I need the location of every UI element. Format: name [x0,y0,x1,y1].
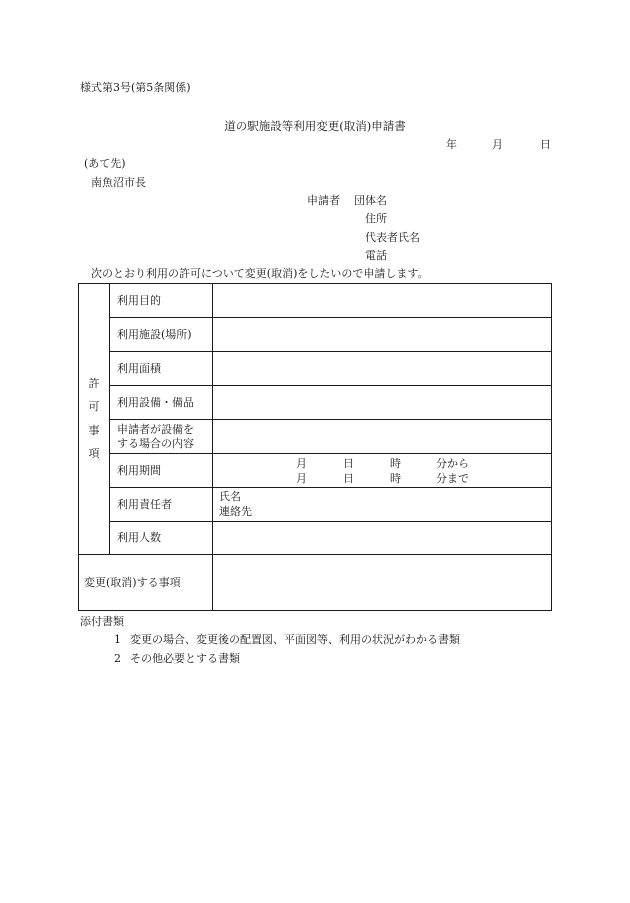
row-divider [109,317,551,318]
period-end-month: 月 [296,472,307,485]
applicant-phone-label: 電話 [365,249,387,262]
attachment-item [114,633,460,646]
period-label: 利用期間 [117,464,161,477]
section-label-char: 項 [88,447,100,460]
period-start-hour: 時 [390,457,401,470]
attachment-number: 2 [114,652,121,665]
applicant-equipment-label [117,423,194,451]
date-day-label: 日 [540,138,551,151]
change-items-label: 変更(取消)する事項 [84,576,181,589]
area-label: 利用面積 [117,362,161,375]
row-divider [109,487,551,488]
document-title: 道の駅施設等利用変更(取消)申請書 [224,119,406,133]
row-divider [109,419,551,420]
section-label-char: 事 [88,424,100,437]
attachment-text: 変更の場合、変更後の配置図、平面図等、利用の状況がわかる書類 [130,633,460,646]
period-start-minute: 分から [436,457,469,470]
section-label-char: 許 [88,377,100,390]
date-month-label: 月 [492,138,503,151]
responsible-contact-label: 連絡先 [219,505,252,518]
applicant-address-label: 住所 [365,212,387,225]
period-start-month: 月 [296,457,307,470]
people-label: 利用人数 [117,531,161,544]
date-year-label: 年 [446,138,457,151]
applicant-equipment-label-line1: 申請者が設備を [117,423,194,436]
applicant-representative-label: 代表者氏名 [365,231,420,244]
section-label-char: 可 [88,400,100,413]
date-line [446,138,556,152]
purpose-label: 利用目的 [117,294,161,307]
facility-label: 利用施設(場所) [117,328,192,341]
period-end-day: 日 [343,472,354,485]
addressee-label: (あて先) [84,157,126,170]
applicant-org-label: 団体名 [354,194,387,207]
application-table [78,283,552,611]
period-end-hour: 時 [390,472,401,485]
applicant-equipment-label-line2: する場合の内容 [117,436,194,450]
attachment-item [114,652,240,665]
attachment-text: その他必要とする書類 [130,652,240,665]
applicant-label: 申請者 [307,194,340,207]
intro-text: 次のとおり利用の許可について変更(取消)をしたいので申請します。 [91,267,429,280]
form-number: 様式第3号(第5条関係) [80,81,191,94]
period-start-day: 日 [343,457,354,470]
row-divider [109,385,551,386]
attachments-title: 添付書類 [80,615,124,628]
row-divider [79,554,551,555]
equipment-label: 利用設備・備品 [117,396,194,409]
period-end-minute: 分まで [436,472,469,485]
attachment-number: 1 [114,633,121,646]
addressee-name: 南魚沼市長 [91,176,146,189]
responsible-name-label: 氏名 [219,490,241,503]
row-divider [109,521,551,522]
row-divider [109,351,551,352]
responsible-label: 利用責任者 [117,498,172,511]
row-divider [109,453,551,454]
label-column-divider [212,284,213,610]
